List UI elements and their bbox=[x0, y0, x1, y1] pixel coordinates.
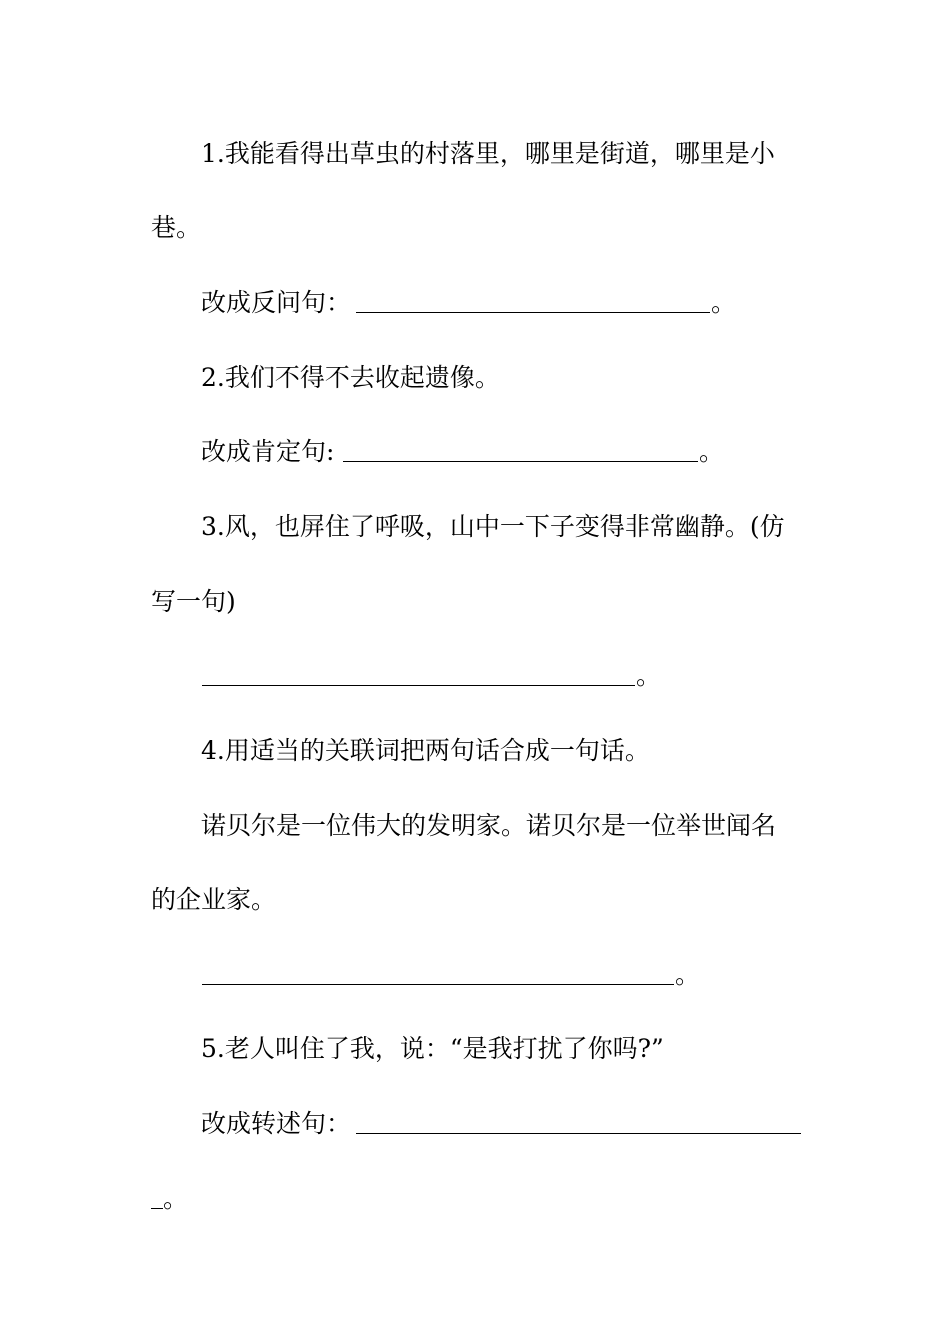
q1-answer-blank[interactable] bbox=[356, 312, 710, 313]
q2-instruction: 改成肯定句: bbox=[201, 437, 335, 466]
q5-text: 5.老人叫住了我，说：“是我打扰了你吗?” bbox=[201, 1034, 664, 1063]
q3-period: 。 bbox=[636, 661, 662, 690]
q4-text: 4.用适当的关联词把两句话合成一句话。 bbox=[201, 736, 650, 765]
q1-text-line1: 1.我能看得出草虫的村落里，哪里是街道，哪里是小 bbox=[201, 139, 775, 168]
q3-answer-blank[interactable] bbox=[202, 685, 635, 686]
q5-answer-blank-continued[interactable] bbox=[151, 1208, 163, 1209]
q3-text-line2: 写一句) bbox=[151, 587, 236, 616]
q2-period: 。 bbox=[699, 437, 725, 466]
q2-text: 2.我们不得不去收起遗像。 bbox=[201, 363, 500, 392]
q1-text-line2: 巷。 bbox=[151, 213, 202, 242]
q4-sentence-line2: 的企业家。 bbox=[151, 885, 277, 914]
q4-sentence-line1: 诺贝尔是一位伟大的发明家。诺贝尔是一位举世闻名 bbox=[201, 811, 777, 840]
q1-period: 。 bbox=[711, 288, 737, 317]
q5-period: 。 bbox=[163, 1184, 189, 1213]
q5-answer-blank[interactable] bbox=[356, 1133, 801, 1134]
q4-period: 。 bbox=[675, 960, 701, 989]
q2-answer-blank[interactable] bbox=[343, 461, 698, 462]
q4-answer-blank[interactable] bbox=[202, 984, 674, 985]
q1-instruction: 改成反问句： bbox=[201, 288, 352, 317]
q5-instruction: 改成转述句： bbox=[201, 1109, 352, 1138]
q3-text-line1: 3.风，也屏住了呼吸，山中一下子变得非常幽静。(仿 bbox=[201, 512, 785, 541]
